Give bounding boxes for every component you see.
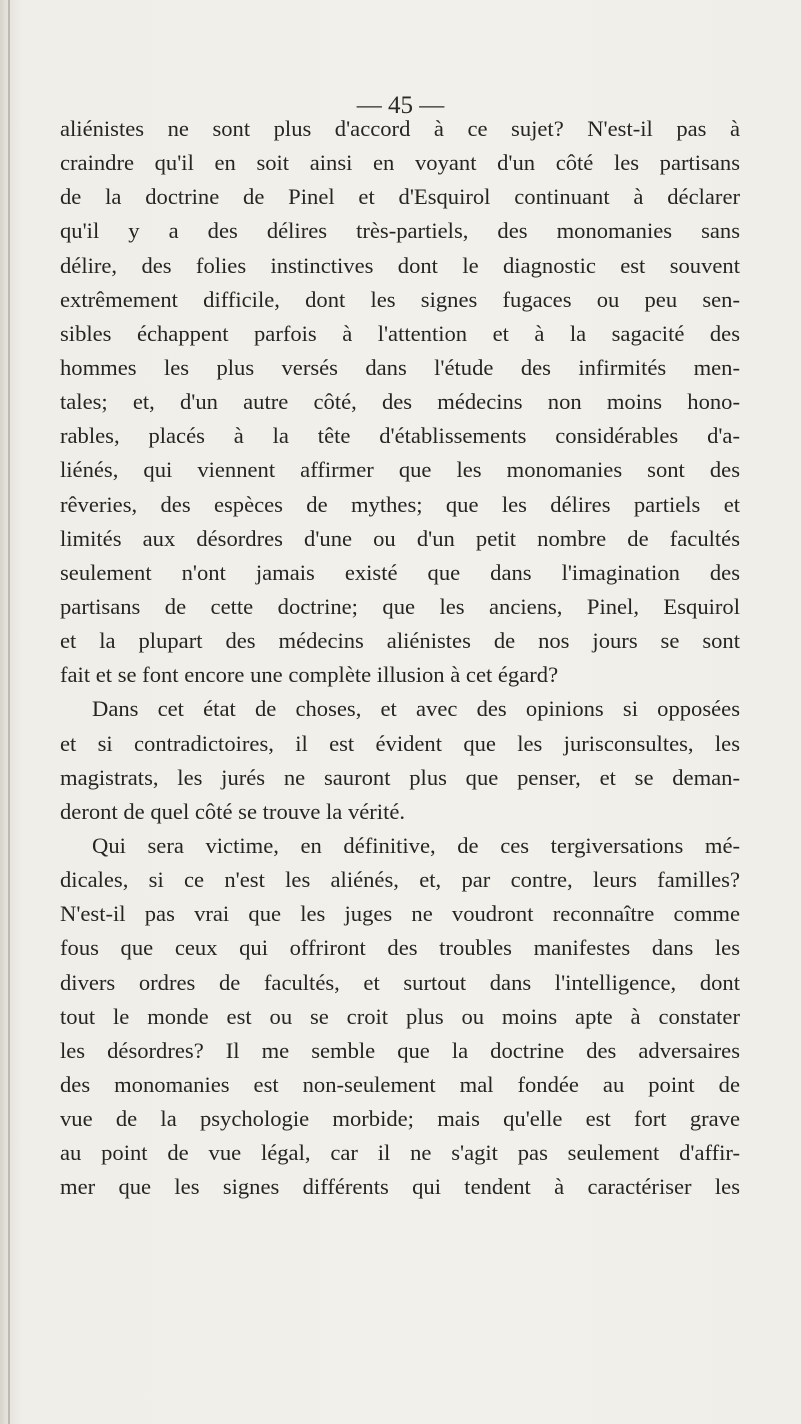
text-line: de la doctrine de Pinel et d'Esquirol continuant à déclarer	[60, 184, 740, 210]
text-line: tout le monde est ou se croit plus ou moins apte à constater	[60, 1003, 740, 1029]
text-line: et si contradictoires, il est évident que les jurisconsultes, les	[60, 730, 740, 756]
text-line: extrêmement difficile, dont les signes fugaces ou peu sen-	[60, 286, 740, 312]
text-line: dicales, si ce n'est les aliénés, et, par contre, leurs familles?	[60, 867, 740, 893]
text-line: les désordres? Il me semble que la doctrine des adversaires	[60, 1037, 740, 1063]
text-line: et la plupart des médecins aliénistes de nos jours se sont	[60, 628, 740, 654]
text-line: fait et se font encore une complète illusion à cet égard?	[60, 662, 559, 688]
text-line: divers ordres de facultés, et surtout dans l'intelligence, dont	[60, 969, 740, 995]
text-line: délire, des folies instinctives dont le diagnostic est souvent	[60, 252, 740, 278]
text-line: limités aux désordres d'une ou d'un petit nombre de facultés	[60, 525, 740, 551]
text-line: des monomanies est non-seulement mal fondée au point de	[60, 1071, 740, 1097]
text-line: hommes les plus versés dans l'étude des infirmités men-	[60, 354, 740, 380]
text-line: seulement n'ont jamais existé que dans l'imagination des	[60, 559, 740, 585]
text-line: aliénistes ne sont plus d'accord à ce sujet? N'est-il pas à	[60, 116, 740, 141]
paragraph-start-line: Dans cet état de choses, et avec des opinions si opposées	[92, 696, 740, 722]
text-line: N'est-il pas vrai que les juges ne voudront reconnaître comme	[60, 901, 740, 927]
text-line: rables, placés à la tête d'établissements considérables d'a-	[60, 423, 740, 449]
text-line: craindre qu'il en soit ainsi en voyant d'un côté les partisans	[60, 150, 740, 176]
text-line: partisans de cette doctrine; que les anciens, Pinel, Esquirol	[60, 593, 740, 619]
text-line: mer que les signes différents qui tendent à caractériser les	[60, 1174, 740, 1200]
text-line: au point de vue légal, car il ne s'agit pas seulement d'affir-	[60, 1140, 740, 1166]
text-line: sibles échappent parfois à l'attention et à la sagacité des	[60, 320, 740, 346]
page-number: — 45 —	[356, 92, 445, 119]
text-line: qu'il y a des délires très-partiels, des monomanies sans	[60, 218, 740, 244]
text-line: tales; et, d'un autre côté, des médecins non moins hono-	[60, 389, 740, 415]
page-gutter-edge	[8, 0, 10, 1424]
text-line: vue de la psychologie morbide; mais qu'elle est fort grave	[60, 1106, 740, 1132]
text-line: liénés, qui viennent affirmer que les monomanies sont des	[60, 457, 740, 483]
paragraph-start-line: Qui sera victime, en définitive, de ces tergiversations mé-	[92, 832, 740, 858]
text-line: fous que ceux qui offriront des troubles manifestes dans les	[60, 935, 740, 961]
text-line: rêveries, des espèces de mythes; que les délires partiels et	[60, 491, 740, 517]
body-text	[60, 112, 740, 1205]
text-line: deront de quel côté se trouve la vérité.	[60, 798, 406, 824]
text-line: magistrats, les jurés ne sauront plus que penser, et se deman-	[60, 764, 740, 790]
